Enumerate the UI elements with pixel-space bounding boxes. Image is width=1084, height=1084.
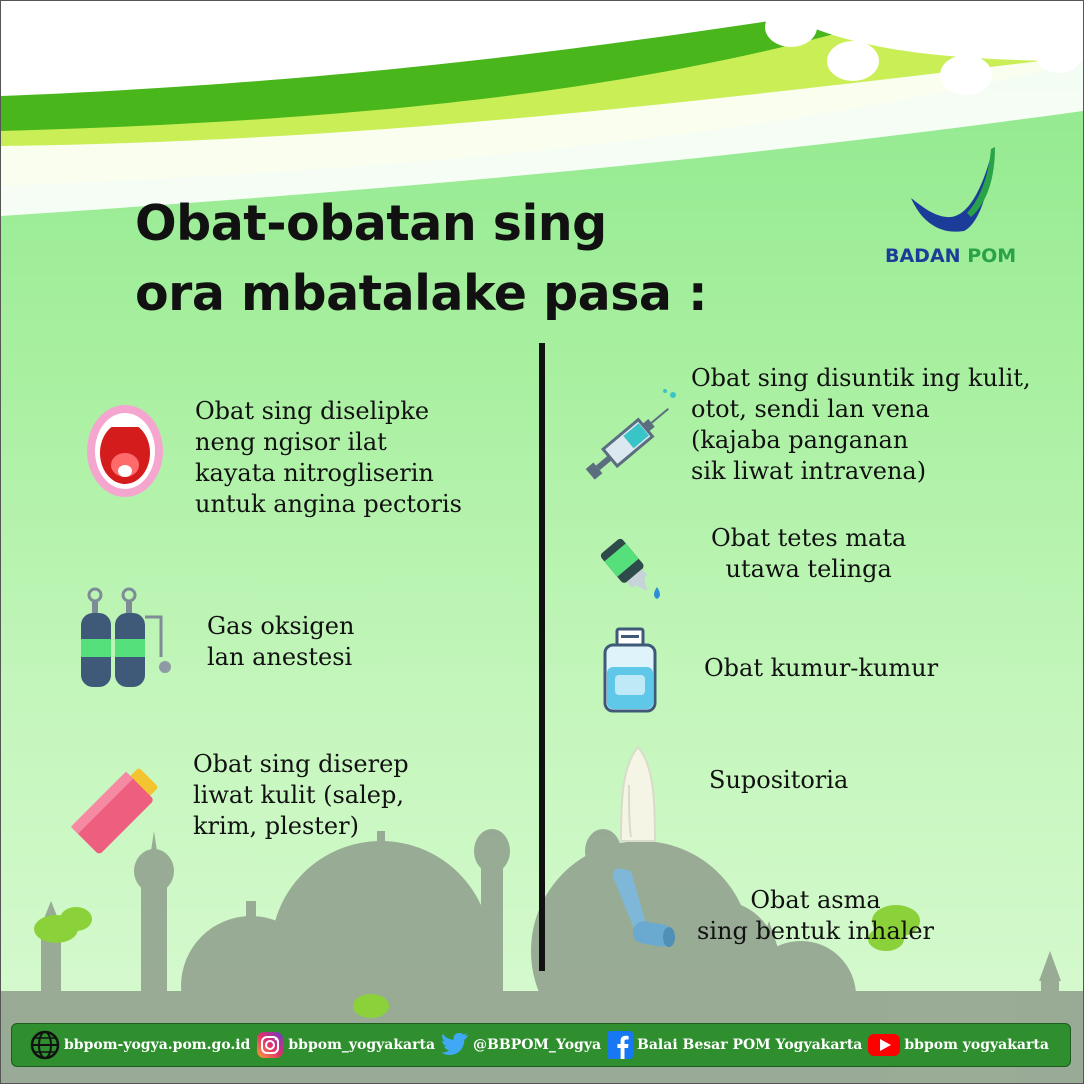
footer-facebook[interactable] [607, 1031, 862, 1059]
footer-youtube[interactable] [868, 1034, 1049, 1056]
left-item-skin-line-2: liwat kulit (salep, [193, 781, 404, 809]
oxygen-tank-icon [79, 587, 179, 689]
instagram-icon [256, 1031, 284, 1059]
mouthwash-icon [603, 627, 657, 713]
footer-instagram-text: bbpom_yogyakarta [288, 1037, 436, 1053]
footer-facebook-text: Balai Besar POM Yogyakarta [637, 1037, 863, 1053]
left-item-sublingual-line-3: kayata nitrogliserin [195, 459, 434, 487]
badan-pom-logo-icon [909, 143, 999, 243]
left-item-gas-line-1: Gas oksigen [207, 612, 355, 640]
right-item-suppository [709, 765, 848, 796]
right-item-drops [711, 523, 906, 585]
left-item-skin [193, 749, 409, 842]
left-item-sublingual [195, 396, 462, 520]
column-divider [539, 343, 545, 971]
footer-social-bar [11, 1023, 1071, 1067]
right-item-injection-line-2: otot, sendi lan vena [691, 395, 930, 423]
eye-drop-icon [599, 529, 669, 603]
youtube-icon [868, 1034, 900, 1056]
right-item-mouthwash-line-1: Obat kumur-kumur [704, 654, 939, 682]
footer-website-text: bbpom-yogya.pom.go.id [64, 1037, 251, 1053]
right-item-inhaler-line-2: sing bentuk inhaler [697, 917, 934, 945]
logo-text-badan: BADAN [885, 245, 961, 267]
footer-instagram[interactable] [256, 1031, 435, 1059]
left-item-sublingual-line-2: neng ngisor ilat [195, 428, 387, 456]
right-item-inhaler [697, 885, 934, 947]
footer-twitter-text: @BBPOM_Yogya [473, 1037, 602, 1053]
globe-icon [30, 1030, 60, 1060]
left-item-skin-line-3: krim, plester) [193, 812, 359, 840]
right-item-mouthwash [704, 653, 938, 684]
suppository-icon [617, 745, 659, 843]
footer-twitter[interactable] [441, 1033, 601, 1057]
footer-website[interactable] [30, 1030, 250, 1060]
right-item-inhaler-line-1: Obat asma [750, 886, 881, 914]
left-item-skin-line-1: Obat sing diserep [193, 750, 409, 778]
mouth-icon [85, 403, 165, 499]
right-item-drops-line-1: Obat tetes mata [711, 524, 907, 552]
page-title [135, 189, 707, 329]
syringe-icon [573, 385, 683, 485]
facebook-icon [607, 1031, 633, 1059]
left-item-gas [207, 611, 354, 673]
ointment-tube-icon [69, 757, 169, 857]
right-item-injection [691, 363, 1031, 487]
title-line-2: ora mbatalake pasa : [135, 265, 708, 322]
right-item-suppository-line-1: Supositoria [709, 766, 849, 794]
left-item-sublingual-line-4: untuk angina pectoris [195, 490, 462, 518]
inhaler-icon [607, 867, 677, 953]
left-item-gas-line-2: lan anestesi [207, 643, 353, 671]
right-item-injection-line-4: sik liwat intravena) [691, 457, 927, 485]
left-item-sublingual-line-1: Obat sing diselipke [195, 397, 430, 425]
title-line-1: Obat-obatan sing [135, 195, 607, 252]
logo-text-pom: POM [967, 245, 1017, 267]
right-item-injection-line-3: (kajaba panganan [691, 426, 909, 454]
logo-text [885, 245, 1016, 267]
right-item-injection-line-1: Obat sing disuntik ing kulit, [691, 364, 1031, 392]
right-item-drops-line-2: utawa telinga [725, 555, 892, 583]
twitter-bird-icon [441, 1033, 469, 1057]
footer-youtube-text: bbpom yogyakarta [904, 1037, 1049, 1053]
